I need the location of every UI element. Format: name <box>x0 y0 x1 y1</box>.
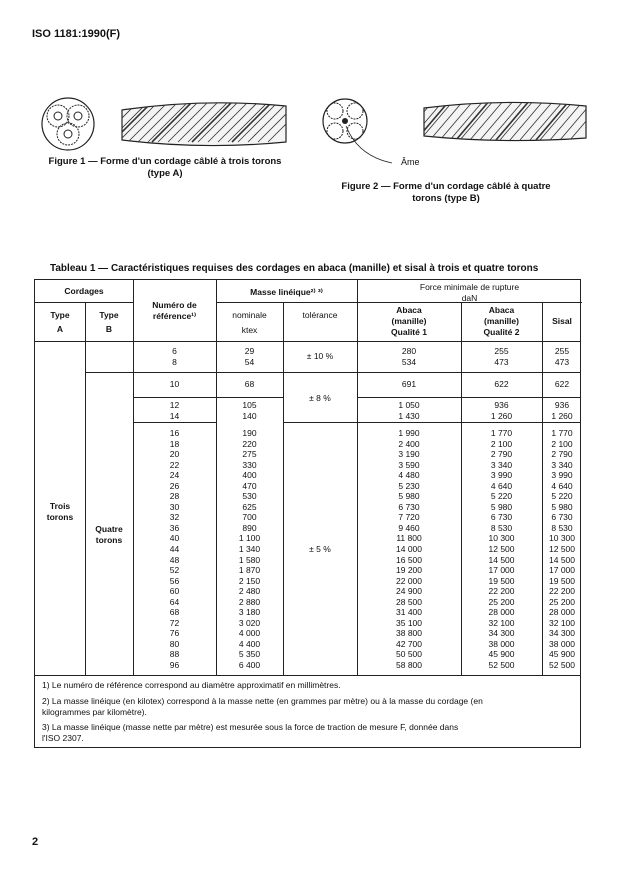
group4-nominale-column <box>216 428 283 671</box>
table-cell: 5 350 <box>238 649 261 660</box>
type-b-label-torons: torons <box>95 535 123 545</box>
table-cell: 400 <box>242 470 257 481</box>
header-q1-manille: (manille) <box>391 316 427 326</box>
group3-nominale-column <box>216 400 283 421</box>
core-leader-line <box>340 120 400 170</box>
table-cell: 1 430 <box>398 410 420 421</box>
table-cell: 38 000 <box>488 638 515 649</box>
table-footnotes <box>34 676 581 748</box>
table-cell: 1 100 <box>238 533 261 544</box>
table-cell: 473 <box>494 356 509 367</box>
table-cell: 220 <box>242 438 257 449</box>
table-cell: 5 220 <box>490 491 513 502</box>
table-cell: 105 <box>242 400 257 410</box>
table-cell: 88 <box>169 649 180 660</box>
table-cell: 28 000 <box>549 607 575 618</box>
table-cell: 3 590 <box>398 459 420 470</box>
table-cell: 5 980 <box>551 501 573 512</box>
table-cell: 255 <box>554 346 570 356</box>
header-force-minimale: Force minimale de rupture <box>419 282 520 292</box>
header-masse-lineique: Masse linéique²⁾ ³⁾ <box>250 287 323 297</box>
table-cell: 8 530 <box>551 522 573 533</box>
header-q2-qualite: Qualité 2 <box>483 327 520 337</box>
table-cell: 12 <box>169 400 180 410</box>
table-cell: 3 180 <box>238 607 261 618</box>
table-cell: 29 <box>244 346 255 356</box>
group2-q2-column <box>461 379 542 390</box>
table-cell: 530 <box>242 491 257 502</box>
table-cell: 890 <box>242 522 257 533</box>
table-cell: 19 500 <box>549 575 575 586</box>
table-cell: 45 900 <box>549 649 575 660</box>
table-cell: 22 <box>169 459 180 470</box>
table-cell: 52 <box>169 565 180 576</box>
table-cell: 3 340 <box>551 459 573 470</box>
table-cell: 11 800 <box>396 533 422 544</box>
table-cell: 936 <box>554 400 570 410</box>
table-cell: 2 100 <box>490 438 513 449</box>
table-cell: 330 <box>242 459 257 470</box>
header-numero: Numéro de <box>152 300 197 310</box>
table-cell: 2 480 <box>238 586 261 597</box>
table-cell: 280 <box>401 346 417 356</box>
table-cell: 2 880 <box>238 596 261 607</box>
group1-sisal-column <box>542 346 582 367</box>
group2-sisal-column <box>542 379 582 390</box>
rope-characteristics-table <box>34 279 581 676</box>
group1-q2-column <box>461 346 542 367</box>
table-cell: 68 <box>244 379 255 389</box>
table-cell: 1 580 <box>238 554 261 565</box>
header-type-a-letter: A <box>56 324 64 334</box>
table-cell: 190 <box>242 428 257 438</box>
table-cell: 6 <box>172 346 177 356</box>
header-type-b: Type <box>99 310 119 320</box>
table-cell: 8 530 <box>490 522 513 533</box>
table-cell: 2 790 <box>490 449 513 460</box>
table-cell: 12 500 <box>488 544 515 555</box>
table-cell: 17 000 <box>488 565 515 576</box>
figure2-caption: Figure 2 — Forme d'un cordage câblé à quatre <box>341 181 551 192</box>
header-reference: référence¹⁾ <box>152 311 197 321</box>
table-cell: 54 <box>244 356 255 367</box>
table-cell: 9 460 <box>398 522 420 533</box>
table-cell: 60 <box>169 586 180 597</box>
table-cell: 18 <box>169 438 180 449</box>
table-cell: 24 900 <box>396 586 422 597</box>
table-cell: 48 <box>169 554 180 565</box>
table-cell: 24 <box>169 470 180 481</box>
table-cell: 7 720 <box>398 512 420 523</box>
table-cell: 45 900 <box>488 649 515 660</box>
table-cell: 473 <box>554 356 570 367</box>
header-q2-manille: (manille) <box>484 316 519 326</box>
table-cell: 26 <box>169 480 180 491</box>
tolerance-5: ± 5 % <box>309 544 331 554</box>
group4-q1-column <box>357 428 461 671</box>
table-cell: 622 <box>554 379 570 389</box>
type-a-label-torons: torons <box>46 512 74 522</box>
table-cell: 25 200 <box>549 596 575 607</box>
four-strand-rope-drawing <box>420 98 590 144</box>
table-cell: 10 300 <box>549 533 575 544</box>
table-cell: 622 <box>494 379 509 389</box>
table-cell: 3 190 <box>398 449 420 460</box>
table-cell: 936 <box>494 400 509 410</box>
group1-q1-column <box>357 346 461 367</box>
table-cell: 36 <box>169 522 180 533</box>
tolerance-10: ± 10 % <box>306 351 334 361</box>
table-cell: 96 <box>169 660 180 671</box>
table-cell: 56 <box>169 575 180 586</box>
table-cell: 28 <box>169 491 180 502</box>
table-cell: 72 <box>169 617 180 628</box>
document-header: ISO 1181:1990(F) <box>32 28 121 40</box>
footnote-3: 3) La masse linéique (masse nette par mètre) est mesurée sous la force de traction de mesure F, donnée dans <box>42 722 459 732</box>
group3-q1-column <box>357 400 461 421</box>
group1-nominale-column <box>216 346 283 367</box>
table-cell: 42 700 <box>396 638 422 649</box>
table-cell: 691 <box>401 379 417 389</box>
group3-ref-column <box>133 400 216 421</box>
table-cell: 22 000 <box>396 575 422 586</box>
header-cordages: Cordages <box>64 286 104 296</box>
table-cell: 10 300 <box>488 533 515 544</box>
table-cell: 19 500 <box>488 575 515 586</box>
table-cell: 1 770 <box>490 428 513 438</box>
table-cell: 16 500 <box>396 554 422 565</box>
table-cell: 25 200 <box>488 596 515 607</box>
table-cell: 2 100 <box>551 438 573 449</box>
group1-ref-column <box>133 346 216 367</box>
header-q1-qualite: Qualité 1 <box>391 327 427 337</box>
table-cell: 5 230 <box>398 480 420 491</box>
table-cell: 3 020 <box>238 617 261 628</box>
table-cell: 32 100 <box>488 617 515 628</box>
header-ktex: ktex <box>241 325 258 335</box>
group3-sisal-column <box>542 400 582 421</box>
footnote-2: 2) La masse linéique (en kilotex) correspond à la masse nette (en grammes par mètre) ou à la masse du cordage (en <box>42 696 483 706</box>
table-cell: 64 <box>169 596 180 607</box>
table-cell: 19 200 <box>396 565 422 576</box>
table-cell: 17 000 <box>549 565 575 576</box>
table-cell: 470 <box>242 480 257 491</box>
header-force-unit: daN <box>461 293 478 303</box>
figure1-caption: Figure 1 — Forme d'un cordage câblé à trois torons <box>48 156 282 167</box>
table-cell: 28 500 <box>396 596 422 607</box>
table-cell: 4 640 <box>490 480 513 491</box>
core-label: Âme <box>401 157 420 167</box>
group4-q2-column <box>461 428 542 671</box>
figure2-caption-type: torons (type B) <box>412 193 480 204</box>
table-cell: 52 500 <box>549 660 575 671</box>
table-cell: 1 260 <box>551 410 573 421</box>
table-cell: 700 <box>242 512 257 523</box>
table-cell: 44 <box>169 544 180 555</box>
group2-q1-column <box>357 379 461 390</box>
group2-ref-column <box>133 379 216 390</box>
table-cell: 6 730 <box>551 512 573 523</box>
footnote-1: 1) Le numéro de référence correspond au diamètre approximatif en millimètres. <box>42 680 341 690</box>
table-cell: 8 <box>172 356 177 367</box>
table-cell: 14 500 <box>549 554 575 565</box>
header-type-b-letter: B <box>105 324 113 334</box>
table-cell: 12 500 <box>549 544 575 555</box>
table-cell: 1 990 <box>398 428 420 438</box>
table-cell: 5 980 <box>490 501 513 512</box>
table-title: Tableau 1 — Caractéristiques requises des cordages en abaca (manille) et sisal à trois et quatre torons <box>50 263 539 274</box>
table-cell: 16 <box>169 428 180 438</box>
tolerance-8: ± 8 % <box>309 393 331 403</box>
table-cell: 4 400 <box>238 638 261 649</box>
table-cell: 1 340 <box>238 544 261 555</box>
group4-sisal-column <box>542 428 582 671</box>
table-cell: 14 000 <box>396 544 422 555</box>
header-nominale: nominale <box>232 310 267 320</box>
footnote-3-continued: l'ISO 2307. <box>42 733 84 743</box>
table-cell: 40 <box>169 533 180 544</box>
table-cell: 22 200 <box>488 586 515 597</box>
table-cell: 22 200 <box>549 586 575 597</box>
table-cell: 34 300 <box>488 628 515 639</box>
page-number: 2 <box>32 836 39 848</box>
type-a-label: Trois <box>49 501 71 511</box>
table-cell: 4 000 <box>238 628 261 639</box>
three-strand-cross-section-drawing <box>38 96 98 152</box>
table-cell: 6 730 <box>398 501 420 512</box>
table-cell: 20 <box>169 449 180 460</box>
table-cell: 3 990 <box>490 470 513 481</box>
table-cell: 1 870 <box>238 565 261 576</box>
header-sisal: Sisal <box>552 316 572 326</box>
header-q1-abaca: Abaca <box>396 305 422 315</box>
table-cell: 38 000 <box>549 638 575 649</box>
table-cell: 76 <box>169 628 180 639</box>
type-b-label: Quatre <box>95 524 123 534</box>
table-cell: 68 <box>169 607 180 618</box>
table-cell: 52 500 <box>488 660 515 671</box>
group4-ref-column <box>133 428 216 671</box>
table-cell: 38 800 <box>396 628 422 639</box>
header-tolerance: tolérance <box>302 310 338 320</box>
table-cell: 30 <box>169 501 180 512</box>
table-cell: 140 <box>242 410 257 421</box>
table-cell: 35 100 <box>396 617 422 628</box>
table-cell: 31 400 <box>396 607 422 618</box>
header-type-a: Type <box>50 310 70 320</box>
table-cell: 28 000 <box>488 607 515 618</box>
table-cell: 4 640 <box>551 480 573 491</box>
table-cell: 3 340 <box>490 459 513 470</box>
table-cell: 1 260 <box>490 410 513 421</box>
table-cell: 2 150 <box>238 575 261 586</box>
table-cell: 2 790 <box>551 449 573 460</box>
table-cell: 534 <box>401 356 417 367</box>
table-cell: 32 100 <box>549 617 575 628</box>
table-cell: 625 <box>242 501 257 512</box>
figure1-caption-type: (type A) <box>147 168 183 179</box>
table-cell: 6 400 <box>238 660 261 671</box>
table-cell: 58 800 <box>396 660 422 671</box>
table-cell: 5 980 <box>398 491 420 502</box>
three-strand-rope-drawing <box>118 98 290 150</box>
table-cell: 255 <box>494 346 509 356</box>
table-cell: 10 <box>169 379 180 389</box>
table-cell: 34 300 <box>549 628 575 639</box>
table-cell: 4 480 <box>398 470 420 481</box>
group3-q2-column <box>461 400 542 421</box>
table-cell: 14 <box>169 410 180 421</box>
table-cell: 2 400 <box>398 438 420 449</box>
table-cell: 32 <box>169 512 180 523</box>
table-cell: 3 990 <box>551 470 573 481</box>
group2-nominale-column <box>216 379 283 390</box>
table-cell: 14 500 <box>488 554 515 565</box>
header-q2-abaca: Abaca <box>488 305 515 315</box>
footnote-2-continued: kilogrammes par kilomètre). <box>42 707 147 717</box>
table-cell: 5 220 <box>551 491 573 502</box>
table-cell: 50 500 <box>396 649 422 660</box>
table-cell: 80 <box>169 638 180 649</box>
table-cell: 1 050 <box>398 400 420 410</box>
table-cell: 1 770 <box>551 428 573 438</box>
table-cell: 6 730 <box>490 512 513 523</box>
table-cell: 275 <box>242 449 257 460</box>
